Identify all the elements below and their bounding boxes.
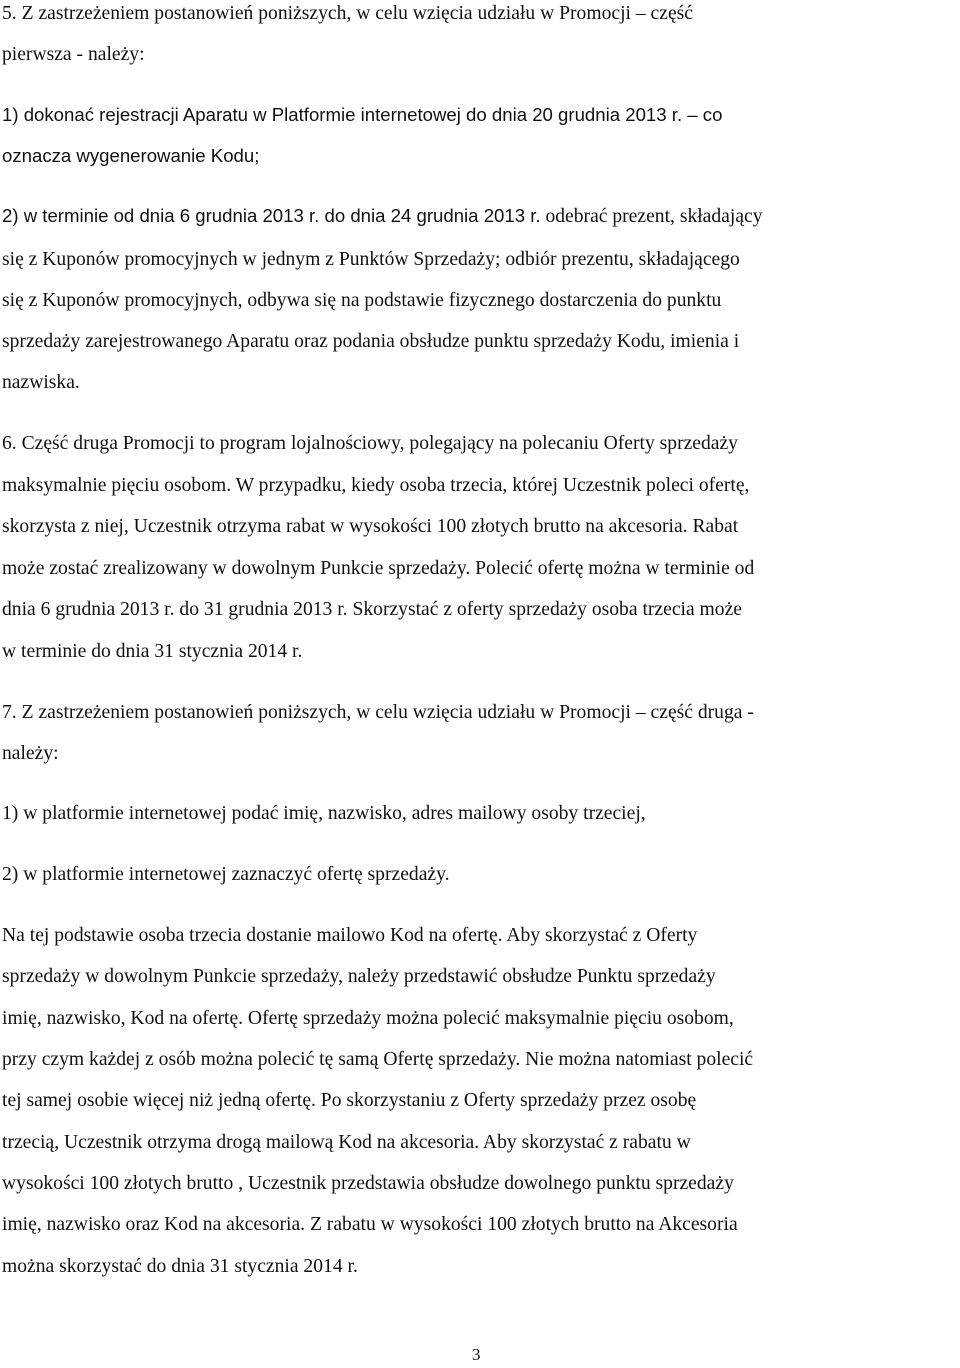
text-line: dnia 6 grudnia 2013 r. do 31 grudnia 2013 r. Skorzystać z oferty sprzedaży osoba trzecia może [2, 599, 742, 620]
text-line: 7. Z zastrzeżeniem postanowień poniższych, w celu wzięcia udziału w Promocji – część druga - [2, 702, 754, 723]
text-line: nazwiska. [2, 372, 80, 393]
text-line: pierwsza - należy: [2, 44, 145, 65]
text-line: 2) w platformie internetowej zaznaczyć ofertę sprzedaży. [2, 864, 450, 885]
text-line: wysokości 100 złotych brutto , Uczestnik przedstawia obsłudze dowolnego punktu sprzedaży [2, 1173, 734, 1194]
text-line: się z Kuponów promocyjnych w jednym z Punktów Sprzedaży; odbiór prezentu, składającego [2, 249, 740, 270]
text-line: 5. Z zastrzeżeniem postanowień poniższych, w celu wzięcia udziału w Promocji – część [2, 3, 693, 24]
text-line: się z Kuponów promocyjnych, odbywa się na podstawie fizycznego dostarczenia do punktu [2, 290, 722, 311]
text-line: może zostać zrealizowany w dowolnym Punkcie sprzedaży. Polecić ofertę można w terminie od [2, 558, 755, 579]
text-line: 6. Część druga Promocji to program lojalnościowy, polegający na polecaniu Oferty sprzedaży [2, 433, 738, 454]
text-line: maksymalnie pięciu osobom. W przypadku, kiedy osoba trzecia, której Uczestnik poleci ofertę, [2, 475, 750, 496]
page-number: 3 [472, 1345, 481, 1364]
text-line: 1) w platformie internetowej podać imię, nazwisko, adres mailowy osoby trzeciej, [2, 803, 646, 824]
text-line-part: 2) w terminie od dnia 6 grudnia 2013 r. do dnia 24 grudnia 2013 r. [2, 205, 541, 226]
text-line: można skorzystać do dnia 31 stycznia 2014 r. [2, 1256, 358, 1277]
text-line: sprzedaży zarejestrowanego Aparatu oraz podania obsłudze punktu sprzedaży Kodu, imienia i [2, 331, 740, 352]
text-line: 2) w terminie od dnia 6 grudnia 2013 r. do dnia 24 grudnia 2013 r. odebrać prezent, składający [2, 205, 763, 227]
text-line: tej samej osobie więcej niż jedną ofertę. Po skorzystaniu z Oferty sprzedaży przez osobę [2, 1090, 697, 1111]
text-line: skorzysta z niej, Uczestnik otrzyma rabat w wysokości 100 złotych brutto na akcesoria. Rabat [2, 516, 739, 537]
text-line: przy czym każdej z osób można polecić tę samą Ofertę sprzedaży. Nie można natomiast polecić [2, 1049, 754, 1070]
text-line: Na tej podstawie osoba trzecia dostanie mailowo Kod na ofertę. Aby skorzystać z Oferty [2, 925, 698, 946]
text-line: 1) dokonać rejestracji Aparatu w Platformie internetowej do dnia 20 grudnia 2013 r. – co [2, 104, 723, 125]
text-line: trzecią, Uczestnik otrzyma drogą mailową Kod na akcesoria. Aby skorzystać z rabatu w [2, 1132, 691, 1153]
text-line: w terminie do dnia 31 stycznia 2014 r. [2, 641, 303, 662]
text-line: oznacza wygenerowanie Kodu; [2, 145, 260, 166]
text-line: należy: [2, 743, 59, 764]
text-line: imię, nazwisko oraz Kod na akcesoria. Z rabatu w wysokości 100 złotych brutto na Akcesoria [2, 1214, 738, 1235]
text-line: sprzedaży w dowolnym Punkcie sprzedaży, należy przedstawić obsłudze Punktu sprzedaży [2, 966, 716, 987]
text-line: imię, nazwisko, Kod na ofertę. Ofertę sprzedaży można polecić maksymalnie pięciu osobom, [2, 1008, 734, 1029]
